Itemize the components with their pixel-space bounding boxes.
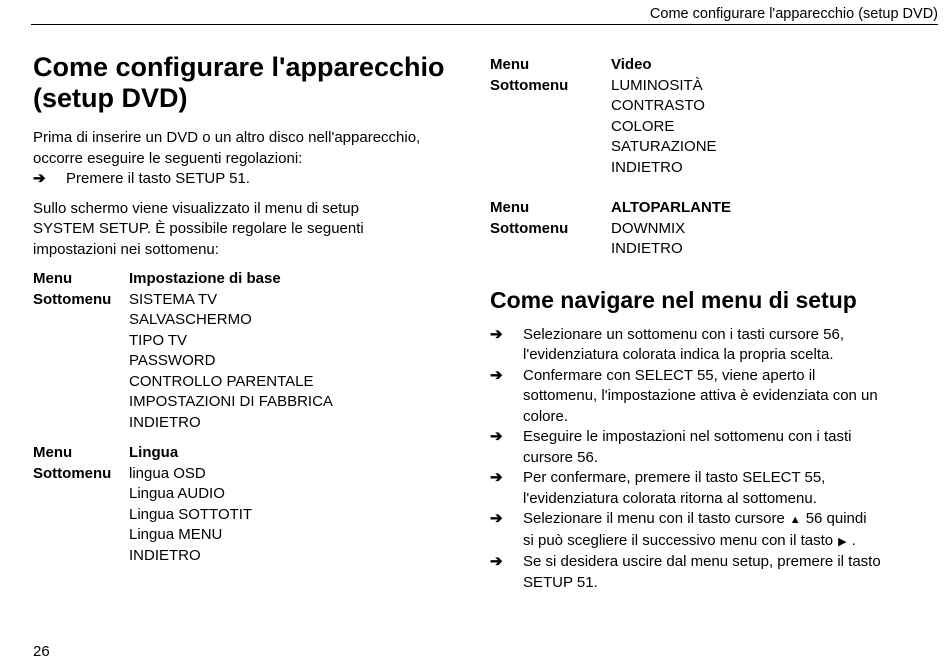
intro-paragraph bbox=[33, 128, 483, 190]
arrow-icon: ➔ bbox=[490, 325, 503, 343]
submenu-item: Lingua AUDIO bbox=[129, 485, 225, 502]
submenu-item: SATURAZIONE bbox=[611, 138, 717, 155]
menu-label: Menu bbox=[490, 199, 530, 216]
step-text: SETUP 51. bbox=[523, 573, 598, 591]
list-item bbox=[490, 552, 940, 593]
step-text: Selezionare il menu con il tasto cursore bbox=[523, 510, 785, 527]
submenu-item: CONTRASTO bbox=[611, 97, 705, 114]
cursor-right-icon: ▶ bbox=[838, 535, 847, 548]
submenu-item: DOWNMIX bbox=[611, 219, 686, 237]
menu-label: Menu bbox=[490, 56, 530, 73]
step-text: Eseguire le impostazioni nel sottomenu con i tasti bbox=[523, 428, 852, 445]
menu-name: Impostazione di base bbox=[129, 270, 281, 287]
page-title-line1: Come configurare l'apparecchio bbox=[33, 52, 445, 82]
menu-label: Menu bbox=[33, 270, 73, 287]
submenu-item: SISTEMA TV bbox=[129, 290, 218, 308]
submenu-item: CONTROLLO PARENTALE bbox=[129, 372, 314, 390]
submenu-item: Lingua SOTTOTIT bbox=[129, 505, 253, 523]
submenu-item: SALVASCHERMO bbox=[129, 311, 252, 328]
submenu-label: Sottomenu bbox=[490, 76, 569, 94]
submenu-item: IMPOSTAZIONI DI FABBRICA bbox=[129, 393, 333, 410]
arrow-icon: ➔ bbox=[33, 170, 46, 187]
header-divider bbox=[31, 24, 938, 25]
intro-line1: Prima di inserire un DVD o un altro disco nell'apparecchio, bbox=[33, 129, 421, 146]
step-text: Per confermare, premere il tasto SELECT 55, bbox=[523, 469, 826, 486]
desc-line3: impostazioni nei sottomenu: bbox=[33, 240, 219, 258]
step-text: si può scegliere il successivo menu con il tasto bbox=[523, 531, 834, 549]
submenu-item: INDIETRO bbox=[611, 158, 683, 176]
step-text: . bbox=[851, 531, 856, 549]
submenu-item: Lingua MENU bbox=[129, 526, 223, 543]
intro-line2: occorre eseguire le seguenti regolazioni: bbox=[33, 149, 303, 167]
list-item bbox=[490, 468, 940, 509]
submenu-item: COLORE bbox=[611, 117, 675, 135]
submenu-item: lingua OSD bbox=[129, 464, 206, 482]
step-text: Confermare con SELECT 55, viene aperto il bbox=[523, 366, 816, 384]
menu-block-video bbox=[490, 55, 940, 178]
list-item bbox=[490, 366, 940, 428]
right-column bbox=[490, 55, 940, 593]
step-text: sottomenu, l'impostazione attiva è evidenziata con un bbox=[523, 387, 878, 404]
step-text: 56 quindi bbox=[805, 510, 867, 527]
intro-step: Premere il tasto SETUP 51. bbox=[66, 170, 250, 187]
step-text: Selezionare un sottomenu con i tasti cursore 56, bbox=[523, 325, 845, 343]
submenu-item: TIPO TV bbox=[129, 331, 188, 349]
arrow-icon: ➔ bbox=[490, 428, 503, 445]
step-text: colore. bbox=[523, 407, 569, 425]
submenu-item: LUMINOSITÀ bbox=[611, 76, 703, 94]
arrow-icon: ➔ bbox=[490, 366, 503, 384]
submenu-label: Sottomenu bbox=[490, 219, 569, 237]
submenu-list bbox=[129, 290, 333, 434]
submenu-label: Sottomenu bbox=[33, 464, 112, 482]
menu-name: ALTOPARLANTE bbox=[611, 199, 731, 216]
submenu-item: INDIETRO bbox=[611, 240, 683, 257]
step-text: cursore 56. bbox=[523, 448, 599, 466]
step-text: l'evidenziatura colorata ritorna al sottomenu. bbox=[523, 489, 817, 507]
arrow-icon: ➔ bbox=[490, 469, 503, 486]
submenu-item: INDIETRO bbox=[129, 413, 201, 431]
menu-label: Menu bbox=[33, 444, 73, 461]
submenu-item: PASSWORD bbox=[129, 352, 216, 369]
menu-block-base-settings bbox=[33, 269, 483, 433]
arrow-icon: ➔ bbox=[490, 553, 503, 570]
arrow-icon: ➔ bbox=[490, 510, 503, 527]
menu-name: Lingua bbox=[129, 444, 179, 461]
menu-name: Video bbox=[611, 56, 652, 73]
cursor-up-icon: ▲ bbox=[789, 514, 801, 526]
section-title: Come navigare nel menu di setup bbox=[490, 286, 857, 313]
submenu-list bbox=[611, 76, 717, 179]
left-column bbox=[33, 52, 483, 566]
list-item bbox=[490, 325, 940, 366]
step-text: l'evidenziatura colorata indica la propria scelta. bbox=[523, 346, 834, 363]
desc-line1: Sullo schermo viene visualizzato il menu di setup bbox=[33, 199, 359, 217]
page-title-line2: (setup DVD) bbox=[33, 83, 188, 113]
running-header: Come configurare l'apparecchio (setup DVD) bbox=[649, 6, 938, 22]
submenu-list bbox=[611, 219, 685, 260]
page-number: 26 bbox=[33, 643, 50, 660]
list-item bbox=[490, 509, 940, 552]
description-paragraph bbox=[33, 199, 483, 261]
desc-line2: SYSTEM SETUP. È possibile regolare le seguenti bbox=[33, 220, 364, 237]
submenu-label: Sottomenu bbox=[33, 290, 112, 308]
menu-block-speaker bbox=[490, 198, 940, 260]
list-item bbox=[490, 427, 940, 468]
step-text: Se si desidera uscire dal menu setup, premere il tasto bbox=[523, 553, 881, 570]
steps-list bbox=[490, 325, 940, 594]
menu-block-language bbox=[33, 443, 483, 566]
page-title bbox=[33, 52, 483, 114]
submenu-item: INDIETRO bbox=[129, 546, 201, 564]
submenu-list bbox=[129, 464, 252, 567]
